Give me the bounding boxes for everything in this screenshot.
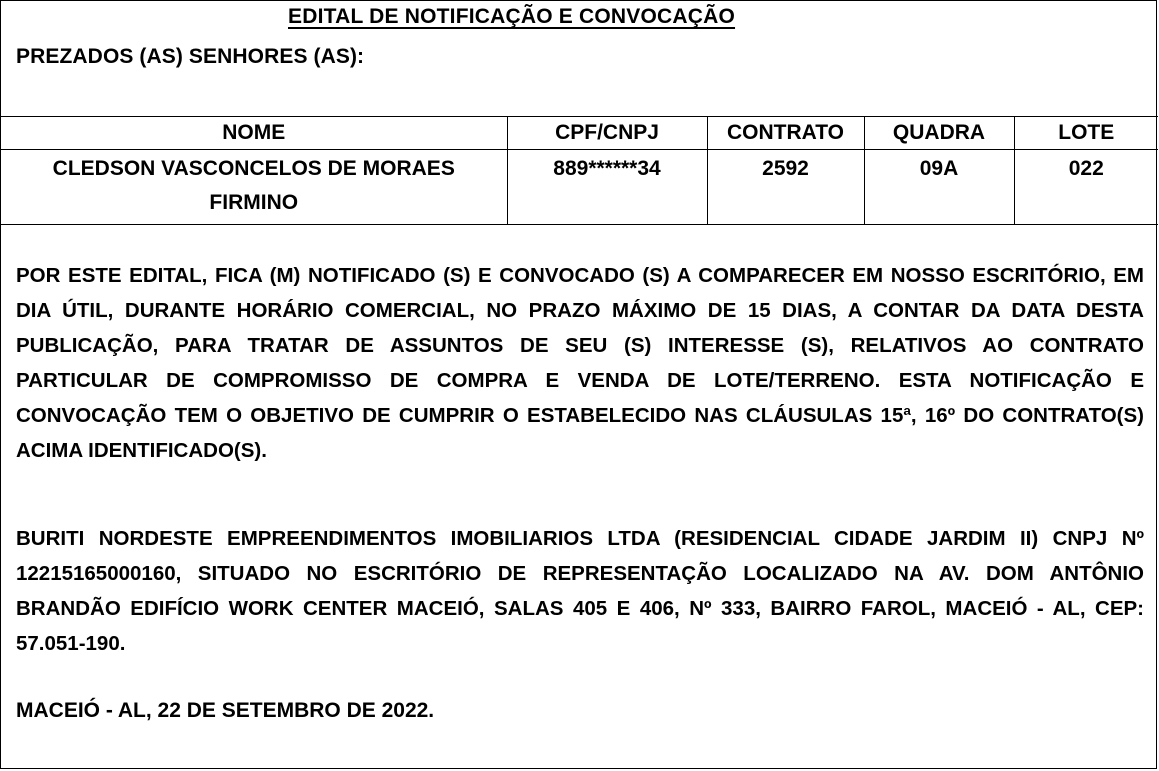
notice-paragraph: POR ESTE EDITAL, FICA (M) NOTIFICADO (S) E CONVOCADO (S) A COMPARECER EM NOSSO ESCRITÓRIO, EM DIA ÚTIL, DURANTE HORÁRIO COMERCIAL, NO PRAZO MÁXIMO DE 15 DIAS, A CONTAR DA DATA DESTA PUBLICAÇÃO, PARA TRATAR DE ASSUNTOS DE SEU (S) INTERESSE (S), RELATIVOS AO CONTRATO PARTICULAR DE COMPROMISSO DE COMPRA E VENDA DE LOTE/TERRENO. ESTA NOTIFICAÇÃO E CONVOCAÇÃO TEM O OBJETIVO DE CUMPRIR O ESTABELECIDO NAS CLÁUSULAS 15ª, 16º DO CONTRATO(S) ACIMA IDENTIFICADO(S). — [16, 264, 1144, 462]
cell-contrato: 2592 — [707, 150, 864, 225]
cell-lote: 022 — [1014, 150, 1158, 225]
header-quadra: QUADRA — [864, 117, 1014, 150]
document-header — [1, 1, 1158, 111]
cell-cpf-cnpj: 889******34 — [507, 150, 707, 225]
header-lote: LOTE — [1014, 117, 1158, 150]
company-paragraph: BURITI NORDESTE EMPREENDIMENTOS IMOBILIARIOS LTDA (RESIDENCIAL CIDADE JARDIM II) CNPJ Nº 12215165000160, SITUADO NO ESCRITÓRIO DE REPRESENTAÇÃO LOCALIZADO NA AV. DOM ANTÔNIO BRANDÃO EDIFÍCIO WORK CENTER MACEIÓ, SALAS 405 E 406, Nº 333, BAIRRO FAROL, MACEIÓ - AL, CEP: 57.051-190. — [16, 527, 1144, 655]
document-title: EDITAL DE NOTIFICAÇÃO E CONVOCAÇÃO — [288, 5, 736, 28]
cell-quadra: 09A — [864, 150, 1014, 225]
header-cpf-cnpj: CPF/CNPJ — [507, 117, 707, 150]
table-row — [1, 150, 1158, 225]
closing-date: MACEIÓ - AL, 22 DE SETEMBRO DE 2022. — [16, 699, 435, 722]
header-nome: NOME — [1, 117, 507, 150]
header-contrato: CONTRATO — [707, 117, 864, 150]
table-header-row — [1, 117, 1158, 150]
cell-nome-text: CLEDSON VASCONCELOS DE MORAES FIRMINO — [52, 157, 455, 214]
cell-nome — [1, 150, 507, 225]
greeting: PREZADOS (AS) SENHORES (AS): — [16, 45, 365, 68]
records-table — [1, 116, 1158, 225]
